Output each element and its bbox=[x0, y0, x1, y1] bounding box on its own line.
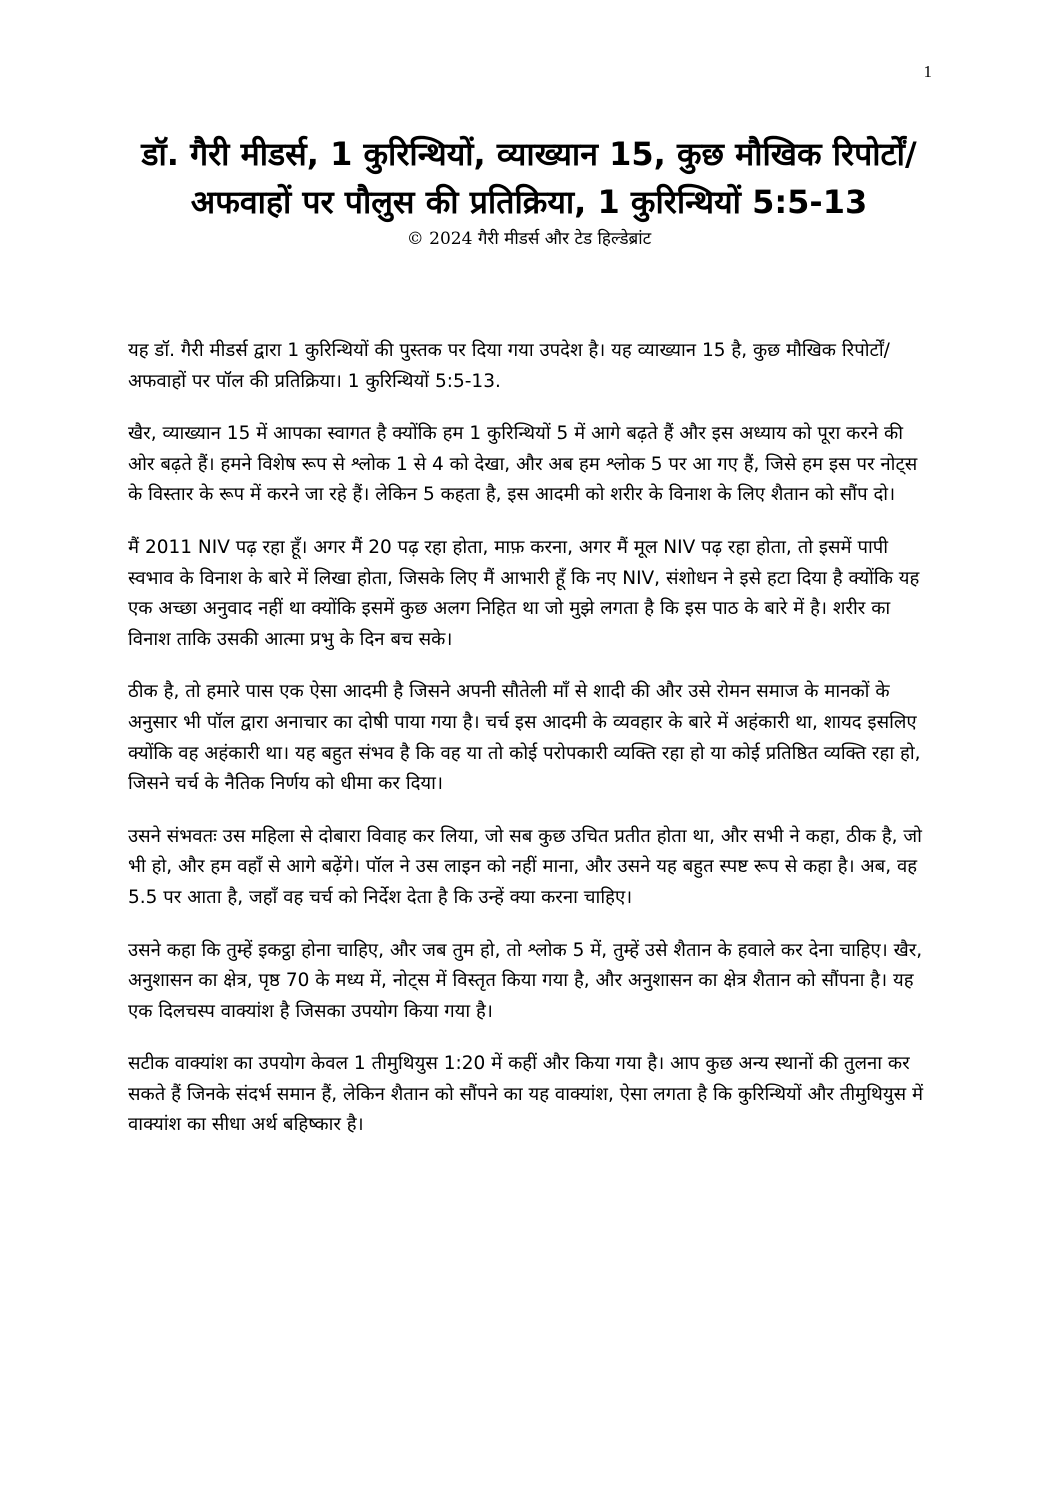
page-number: 1 bbox=[923, 62, 932, 81]
document-body bbox=[128, 336, 928, 1163]
paragraph-5: उसने संभवतः उस महिला से दोबारा विवाह कर लिया, जो सब कुछ उचित प्रतीत होता था, और सभी ने कहा, ठीक है, जो भी हो, और हम वहाँ से आगे बढ़ेंगे। पॉल ने उस लाइन को नहीं माना, और उसने यह बहुत स्पष्ट रूप से कहा है। अब, वह 5.5 पर आता है, जहाँ वह चर्च को निर्देश देता है कि उन्हें क्या करना चाहिए। bbox=[128, 825, 922, 908]
paragraph-4: ठीक है, तो हमारे पास एक ऐसा आदमी है जिसने अपनी सौतेली माँ से शादी की और उसे रोमन समाज के मानकों के अनुसार भी पॉल द्वारा अनाचार का दोषी पाया गया है। चर्च इस आदमी के व्यवहार के बारे में अहंकारी था, शायद इसलिए क्योंकि वह अहंकारी था। यह बहुत संभव है कि वह या तो कोई परोपकारी व्यक्ति रहा हो या कोई प्रतिष्ठित व्यक्ति रहा हो, जिसने चर्च के नैतिक निर्णय को धीमा कर दिया। bbox=[128, 681, 921, 795]
document-title: डॉ. गैरी मीडर्स, 1 कुरिन्थियों, व्याख्यान 15, कुछ मौखिक रिपोर्टों/अफवाहों पर पौलुस की प्रतिक्रिया, 1 कुरिन्थियों 5:5-13 bbox=[141, 135, 917, 221]
title-block bbox=[130, 130, 928, 252]
copyright-line: © 2024 गैरी मीडर्स और टेड हिल्डेब्रांट bbox=[406, 229, 652, 249]
paragraph-1: यह डॉ. गैरी मीडर्स द्वारा 1 कुरिन्थियों की पुस्तक पर दिया गया उपदेश है। यह व्याख्यान 15 है, कुछ मौखिक रिपोर्टों/अफवाहों पर पॉल की प्रतिक्रिया। 1 कुरिन्थियों 5:5-13. bbox=[128, 340, 890, 392]
paragraph-2: खैर, व्याख्यान 15 में आपका स्वागत है क्योंकि हम 1 कुरिन्थियों 5 में आगे बढ़ते हैं और इस अध्याय को पूरा करने की ओर बढ़ते हैं। हमने विशेष रूप से श्लोक 1 से 4 को देखा, और अब हम श्लोक 5 पर आ गए हैं, जिसे हम इस पर नोट्स के विस्तार के रूप में करने जा रहे हैं। लेकिन 5 कहता है, इस आदमी को शरीर के विनाश के लिए शैतान को सौंप दो। bbox=[128, 423, 918, 506]
paragraph-6: उसने कहा कि तुम्हें इकट्ठा होना चाहिए, और जब तुम हो, तो श्लोक 5 में, तुम्हें उसे शैतान के हवाले कर देना चाहिए। खैर, अनुशासन का क्षेत्र, पृष्ठ 70 के मध्य में, नोट्स में विस्तृत किया गया है, और अनुशासन का क्षेत्र शैतान को सौंपना है। यह एक दिलचस्प वाक्यांश है जिसका उपयोग किया गया है। bbox=[128, 939, 923, 1022]
paragraph-3: मैं 2011 NIV पढ़ रहा हूँ। अगर मैं 20 पढ़ रहा होता, माफ़ करना, अगर मैं मूल NIV पढ़ रहा होता, तो इसमें पापी स्वभाव के विनाश के बारे में लिखा होता, जिसके लिए मैं आभारी हूँ कि नए NIV, संशोधन ने इसे हटा दिया है क्योंकि यह एक अच्छा अनुवाद नहीं था क्योंकि इसमें कुछ अलग निहित था जो मुझे लगता है कि इस पाठ के बारे में है। शरीर का विनाश ताकि उसकी आत्मा प्रभु के दिन बच सके। bbox=[128, 536, 920, 650]
paragraph-7: सटीक वाक्यांश का उपयोग केवल 1 तीमुथियुस 1:20 में कहीं और किया गया है। आप कुछ अन्य स्थानों की तुलना कर सकते हैं जिनके संदर्भ समान हैं, लेकिन शैतान को सौंपने का यह वाक्यांश, ऐसा लगता है कि कुरिन्थियों और तीमुथियुस में वाक्यांश का सीधा अर्थ बहिष्कार है। bbox=[128, 1053, 924, 1136]
